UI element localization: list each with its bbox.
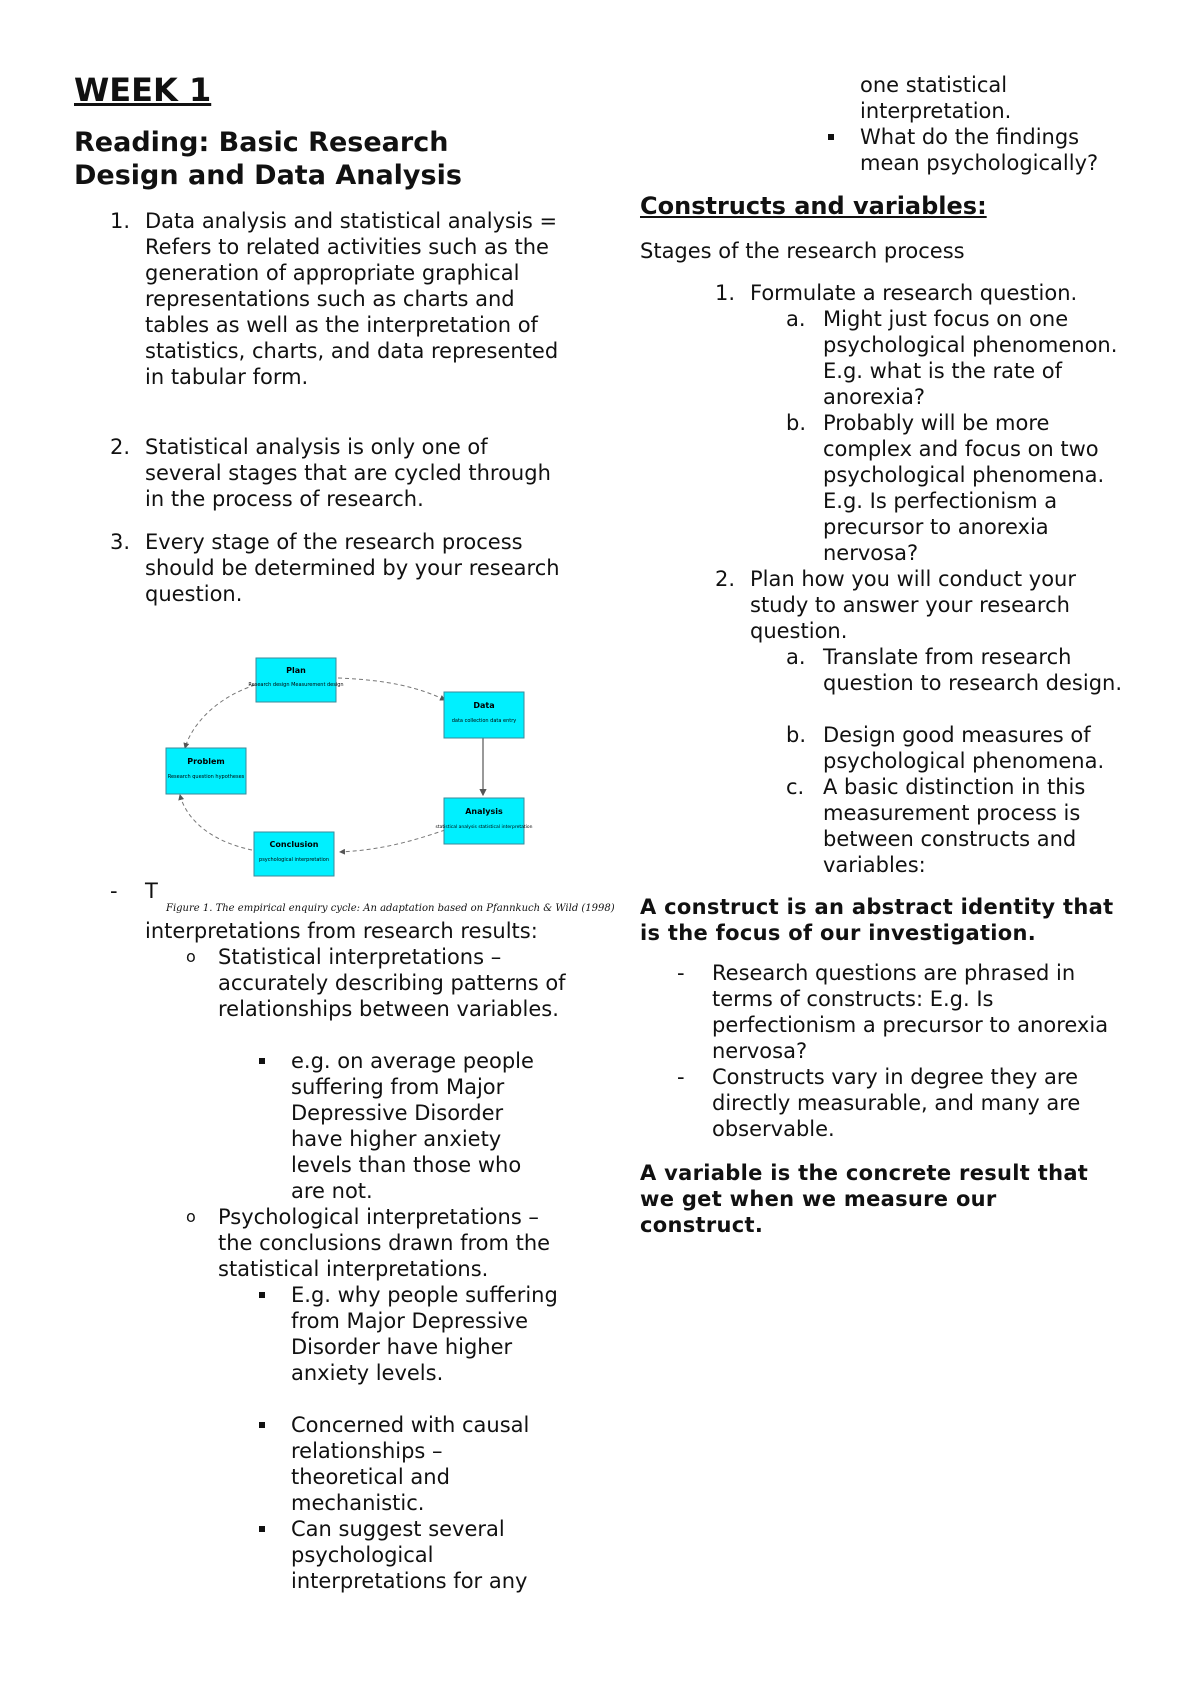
stage-sub-text: A basic distinction in this measurement process is between constructs and variables: (823, 775, 1086, 877)
node-plan (248, 658, 343, 702)
node-data-title: Data (473, 701, 495, 710)
list-number: 3. (110, 530, 131, 554)
stage-sub-text: Probably will be more complex and focus on two psychological phenomena. E.g. Is perfectionism a precursor to anorexia nervosa? (823, 411, 1105, 565)
interp-psychological-text: Psychological interpretations – the conclusions drawn from the statistical interpretations. (218, 1205, 551, 1281)
connector-analysis-conclusion (340, 830, 445, 852)
node-problem-title: Problem (187, 757, 225, 766)
interp-statistical-text: Statistical interpretations – accurately describing patterns of relationships between variables. (218, 945, 566, 1021)
stage-number: 1. (715, 281, 736, 305)
psych-bullet (291, 1412, 561, 1516)
right-continuation: one statistical interpretation. (860, 73, 1012, 123)
square-bullet (259, 1526, 265, 1532)
node-plan-title: Plan (286, 666, 306, 675)
list-number: 1. (110, 209, 131, 233)
stage-sub-text: Design good measures of psychological phenomena. (823, 723, 1105, 773)
node-data-sub: data collection data entry (451, 718, 517, 724)
dash-bullet: - (110, 879, 118, 903)
stage-sub-letter: a. (786, 645, 806, 669)
stage-sub-item (786, 722, 1133, 774)
list-text: Data analysis and statistical analysis = Refers to related activities such as the generation of appropriate graphical representations such as charts and tables as well as the interpretation of statistics, charts, and data represented in tabular form. (145, 209, 559, 389)
right-bullet-text: What do the findings mean psychologically? (860, 125, 1099, 175)
square-bullet (259, 1422, 265, 1428)
psych-bullet (291, 1282, 561, 1386)
page-title: WEEK 1 (74, 71, 212, 109)
stage-sub-text: Translate from research question to research design. (823, 645, 1123, 695)
node-data (444, 692, 524, 738)
section-title-constructs: Constructs and variables: (640, 192, 987, 220)
list-item (110, 529, 565, 607)
construct-point-text: Constructs vary in degree they are directly measurable, and many are observable. (712, 1065, 1081, 1141)
figure-caption: Figure 1. The empirical enquiry cycle: An adaptation based on Pfannkuch & Wild (1998) (166, 903, 615, 914)
reading-title: Reading: Basic Research Design and Data Analysis (74, 127, 462, 191)
right-bullet (860, 124, 1140, 176)
list-number: 2. (110, 435, 131, 459)
cycle-diagram (160, 630, 560, 910)
stage-number: 2. (715, 567, 736, 591)
node-conclusion-title: Conclusion (269, 840, 319, 849)
stage-sub-letter: a. (786, 307, 806, 331)
interp-statistical-eg (291, 1048, 561, 1204)
construct-point-text: Research questions are phrased in terms of constructs: E.g. Is perfectionism a precursor to anorexia nervosa? (712, 961, 1109, 1063)
connector-conclusion-problem (180, 795, 252, 850)
enquiry-cycle-figure (160, 630, 615, 914)
construct-definition: A construct is an abstract identity that is the focus of our investigation. (640, 895, 1114, 945)
stage-text: Formulate a research question. (750, 281, 1078, 305)
connector-plan-data (338, 678, 445, 700)
list-item (110, 434, 565, 512)
stage-sub-item (786, 306, 1133, 410)
variable-definition: A variable is the concrete result that we get when we measure our construct. (640, 1161, 1089, 1237)
stage-item (715, 280, 1130, 306)
connector-plan-problem (185, 685, 255, 748)
node-problem-sub: Research question hypotheses (167, 774, 245, 780)
square-bullet (828, 134, 834, 140)
stage-text: Plan how you will conduct your study to answer your research question. (750, 567, 1076, 643)
stage-sub-letter: c. (786, 775, 805, 799)
list-text: Statistical analysis is only one of several stages that are cycled through in the process of research. (145, 435, 551, 511)
node-analysis-title: Analysis (465, 807, 503, 816)
interp-statistical (186, 944, 568, 1022)
psych-bullet-text: E.g. why people suffering from Major Depressive Disorder have higher anxiety levels. (291, 1283, 558, 1385)
psych-bullet (291, 1516, 561, 1594)
interp-psychological (186, 1204, 568, 1282)
stage-item (715, 566, 1130, 644)
node-problem (166, 748, 246, 794)
stage-sub-letter: b. (786, 411, 807, 435)
stage-sub-item (786, 774, 1133, 878)
dash-lead: T (145, 879, 158, 903)
circle-bullet: o (186, 947, 196, 966)
circle-bullet: o (186, 1207, 196, 1226)
interpretations-intro: interpretations from research results: (145, 919, 538, 943)
dash-bullet: - (677, 961, 685, 985)
construct-point (677, 960, 1142, 1064)
psych-bullet-text: Concerned with causal relationships – theoretical and mechanistic. (291, 1413, 530, 1515)
stage-sub-text: Might just focus on one psychological phenomenon. E.g. what is the rate of anorexia? (823, 307, 1118, 409)
node-analysis-sub: statistical analysis statistical interpretation (435, 825, 533, 830)
node-analysis (436, 798, 533, 844)
stage-sub-item (786, 410, 1133, 566)
square-bullet (259, 1292, 265, 1298)
node-plan-sub: Research design Measurement design (248, 682, 344, 688)
stage-sub-item (786, 644, 1133, 696)
stage-sub-letter: b. (786, 723, 807, 747)
interp-statistical-eg-text: e.g. on average people suffering from Major Depressive Disorder have higher anxiety levels than those who are not. (291, 1049, 534, 1203)
psych-bullet-text: Can suggest several psychological interpretations for any (291, 1517, 528, 1593)
node-conclusion-sub: psychological interpretation (259, 857, 329, 863)
construct-point (677, 1064, 1142, 1142)
node-conclusion (254, 832, 334, 876)
list-text: Every stage of the research process should be determined by your research question. (145, 530, 560, 606)
list-item (110, 208, 565, 390)
stages-intro: Stages of the research process (640, 239, 965, 263)
square-bullet (259, 1058, 265, 1064)
dash-bullet: - (677, 1065, 685, 1089)
